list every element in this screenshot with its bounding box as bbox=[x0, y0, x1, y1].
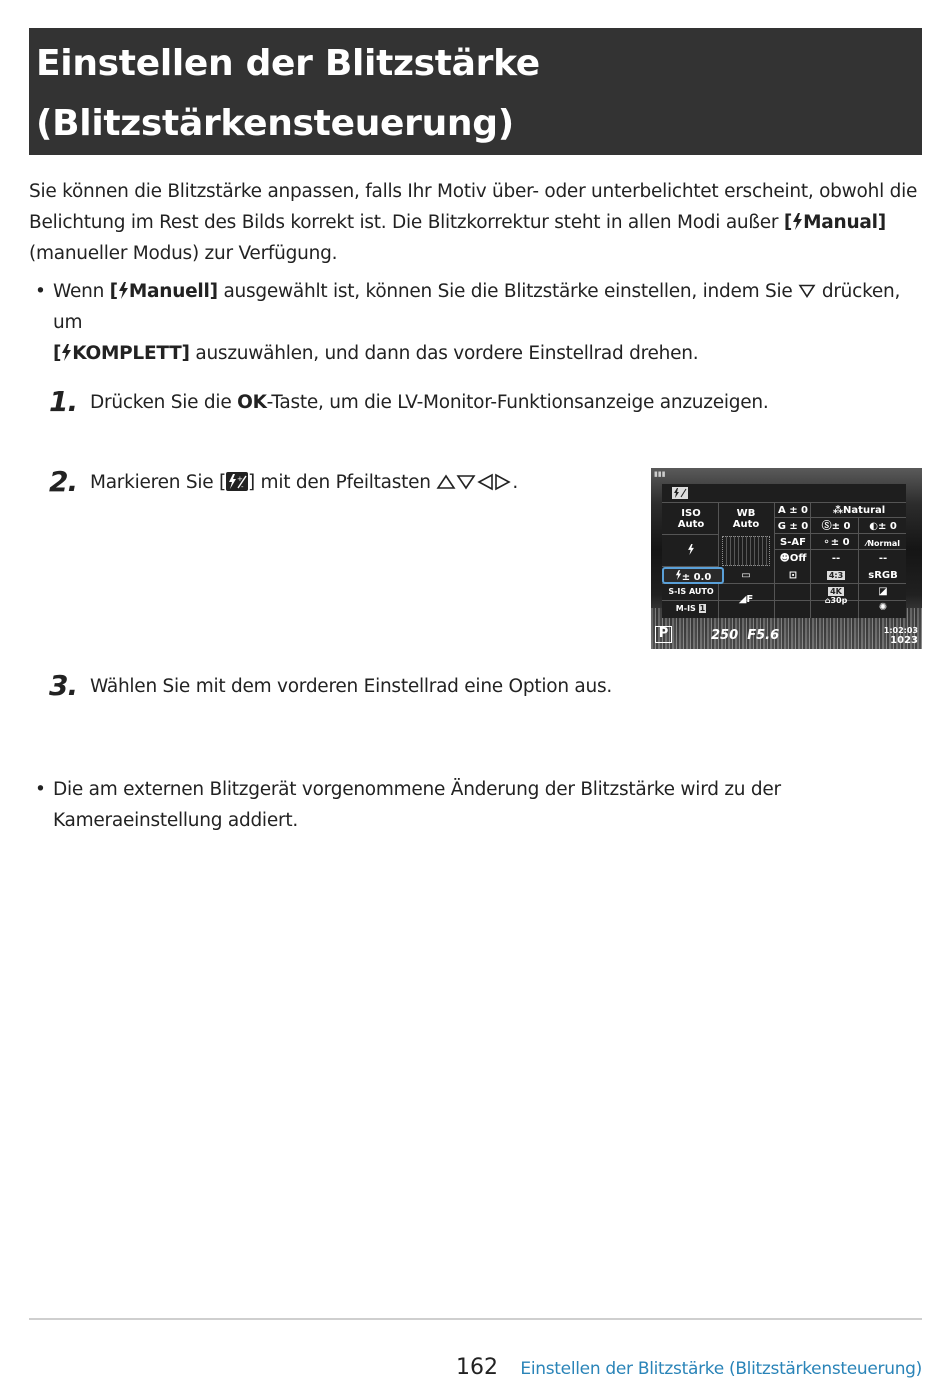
arrow-down-outline-icon bbox=[798, 284, 816, 298]
battery-icon: ▮▮▮ bbox=[654, 470, 666, 478]
step-text: Wählen Sie mit dem vorderen Einstellrad eine Option aus. bbox=[90, 676, 613, 697]
intro-paragraph bbox=[29, 176, 922, 269]
quality-icon: ◢ bbox=[738, 594, 747, 605]
shutter-speed: 250 bbox=[711, 628, 739, 643]
color-space-setting[interactable]: sRGB bbox=[868, 570, 898, 581]
bullet-item-2 bbox=[29, 774, 922, 836]
recording-info bbox=[884, 626, 918, 646]
step2-text-post: ] mit den Pfeiltasten bbox=[247, 472, 437, 493]
gradation-icon: ⁄ bbox=[866, 539, 868, 548]
wb-label: WB bbox=[736, 508, 756, 519]
bullet1-text-2: ausgewählt ist, können Sie die Blitzstärke einstellen, indem Sie bbox=[217, 281, 799, 302]
gradation-setting[interactable] bbox=[860, 538, 906, 549]
sharpness-setting[interactable] bbox=[814, 521, 858, 532]
arrow-left-outline-icon bbox=[476, 473, 494, 491]
page-title-line2: (Blitzstärkensteuerung) bbox=[36, 103, 514, 144]
panel-divider bbox=[774, 502, 775, 618]
bullet2-text: Die am externen Blitzgerät vorgenommene Änderung der Blitzstärke wird zu der Kameraeinstellung addiert. bbox=[53, 779, 781, 831]
bullet1-bold-manuell: Manuell bbox=[128, 281, 210, 302]
footer-chapter-link[interactable]: Einstellen der Blitzstärke (Blitzstärkensteuerung) bbox=[520, 1359, 922, 1379]
aperture-value: F5.6 bbox=[747, 628, 780, 643]
intro-text-2: (manueller Modus) zur Verfügung. bbox=[29, 243, 338, 264]
bullet1-bracket-close-2: ] bbox=[181, 343, 190, 364]
mis-label: M-IS bbox=[675, 604, 696, 613]
mis-setting[interactable] bbox=[664, 603, 718, 614]
shooting-mode-badge: P bbox=[655, 626, 672, 643]
flash-compensation-number: ± 0.0 bbox=[681, 572, 712, 583]
step-number: 2. bbox=[49, 465, 78, 498]
arrow-up-outline-icon bbox=[436, 474, 456, 490]
face-priority-setting[interactable] bbox=[776, 553, 810, 564]
face-priority-value: Off bbox=[789, 553, 807, 564]
panel-divider bbox=[718, 502, 719, 618]
step1-text-post: -Taste, um die LV-Monitor-Funktionsanzeige anzuzeigen. bbox=[266, 392, 769, 413]
drive-mode-setting[interactable] bbox=[722, 570, 770, 581]
flash-compensation-icon bbox=[226, 472, 248, 491]
panel-divider bbox=[810, 502, 811, 618]
contrast-value: ± 0 bbox=[877, 521, 897, 532]
saturation-value: ± 0 bbox=[830, 537, 850, 548]
metering-setting[interactable] bbox=[776, 570, 810, 581]
step-number: 1. bbox=[49, 385, 78, 418]
flash-compensation-value bbox=[664, 570, 722, 583]
iso-label: ISO bbox=[681, 508, 701, 519]
single-frame-icon: ▭ bbox=[741, 570, 751, 581]
page-title-bar bbox=[29, 28, 922, 155]
panel-divider bbox=[774, 549, 906, 550]
sharpness-icon: Ⓢ bbox=[821, 521, 832, 532]
panel-divider bbox=[774, 517, 906, 518]
time-remaining: 1:02:03 bbox=[883, 626, 918, 635]
gradation-value: Normal bbox=[867, 539, 900, 548]
face-icon: ☻ bbox=[779, 553, 790, 564]
brightness-icon[interactable]: ✺ bbox=[878, 602, 888, 613]
picture-mode-setting[interactable] bbox=[812, 505, 906, 516]
bullet-item-1 bbox=[29, 276, 922, 369]
arrow-right-outline-icon bbox=[494, 473, 512, 491]
video-fps: 30p bbox=[830, 596, 848, 605]
panel-divider bbox=[662, 534, 718, 535]
flash-icon bbox=[61, 344, 72, 361]
footer-divider bbox=[29, 1318, 922, 1320]
contrast-setting[interactable] bbox=[860, 521, 906, 532]
bullet-dot-icon: • bbox=[35, 281, 46, 302]
aspect-setting[interactable] bbox=[814, 570, 858, 581]
saturation-icon: ⚬ bbox=[822, 537, 831, 548]
video-icon: ⌂ bbox=[824, 596, 831, 605]
step-text bbox=[90, 391, 768, 415]
empty-setting-1[interactable]: -- bbox=[831, 553, 841, 564]
wb-g-correction[interactable]: G ± 0 bbox=[777, 521, 809, 532]
bullet-dot-icon: • bbox=[35, 779, 46, 800]
empty-setting-2[interactable]: -- bbox=[878, 553, 888, 564]
intro-bold-manual: Manual bbox=[803, 212, 878, 233]
flash-compensation-icon bbox=[672, 487, 688, 499]
video-quality-setting[interactable] bbox=[814, 587, 858, 605]
sharpness-value: ± 0 bbox=[831, 521, 851, 532]
panel-divider bbox=[662, 502, 906, 503]
flash-icon bbox=[792, 213, 803, 230]
page-number: 162 bbox=[456, 1355, 498, 1380]
picture-mode-value: Natural bbox=[843, 505, 886, 516]
flash-icon bbox=[118, 282, 129, 299]
sis-setting[interactable]: S-IS AUTO bbox=[668, 587, 714, 596]
step-text bbox=[90, 471, 518, 495]
aspect-value: 4:3 bbox=[828, 571, 844, 580]
panel-divider bbox=[858, 517, 859, 618]
page-title bbox=[36, 34, 915, 154]
flash-compensation-cell-highlighted[interactable] bbox=[662, 567, 724, 584]
ok-button-label: OK bbox=[237, 392, 267, 413]
bullet1-bracket-open-1: [ bbox=[109, 281, 118, 302]
arrow-down-outline-icon bbox=[456, 474, 476, 490]
bullet1-text-1: Wenn bbox=[53, 281, 110, 302]
intro-text-1: Sie können die Blitzstärke anpassen, falls Ihr Motiv über- oder unterbelichtet erscheint, obwohl die Belichtung im Rest des Bilds korrekt ist. Die Blitzkorrektur steht in allen Modi außer bbox=[29, 181, 918, 233]
iso-value: Auto bbox=[677, 519, 705, 530]
bullet1-bracket-open-2: [ bbox=[53, 343, 62, 364]
shots-remaining: 1023 bbox=[890, 635, 918, 646]
af-area-grid[interactable] bbox=[722, 536, 770, 566]
bullet1-text-4: auszuwählen, und dann das vordere Einstellrad drehen. bbox=[189, 343, 699, 364]
flash-mode-setting[interactable] bbox=[666, 544, 716, 557]
super-control-panel bbox=[662, 484, 906, 618]
intro-bracket-open: [ bbox=[783, 212, 793, 233]
svg-text:+: + bbox=[236, 475, 243, 483]
panel-divider bbox=[774, 533, 906, 534]
af-mode[interactable]: S-AF bbox=[780, 537, 806, 548]
step2-text-end: . bbox=[512, 472, 519, 493]
panel-divider bbox=[662, 600, 906, 601]
quality-value: F bbox=[746, 594, 754, 605]
wb-a-correction[interactable]: A ± 0 bbox=[777, 505, 809, 516]
bullet1-bold-komplett: KOMPLETT bbox=[72, 343, 182, 364]
metering-icon: ⊡ bbox=[788, 570, 798, 581]
bullet1-bracket-close-1: ] bbox=[209, 281, 218, 302]
contrast-icon: ◐ bbox=[869, 521, 878, 532]
wb-value: Auto bbox=[732, 519, 760, 530]
mis-number: 1 bbox=[699, 604, 706, 613]
flash-icon bbox=[687, 544, 695, 555]
wb-setting[interactable] bbox=[720, 508, 772, 530]
image-quality-setting[interactable] bbox=[722, 594, 770, 605]
intro-bracket-close: ] bbox=[877, 212, 886, 233]
picture-mode-icon: ⁂ bbox=[832, 505, 844, 516]
svg-text:-: - bbox=[240, 483, 244, 491]
iso-setting[interactable] bbox=[666, 508, 716, 530]
step-number: 3. bbox=[49, 669, 78, 702]
page-title-line1: Einstellen der Blitzstärke bbox=[36, 43, 540, 84]
camera-monitor-screenshot bbox=[651, 468, 922, 649]
bullet1-text-3: drücken, um bbox=[53, 281, 901, 333]
exposure-readout bbox=[711, 628, 779, 643]
video-resolution: 4K bbox=[830, 587, 842, 596]
saturation-setting[interactable] bbox=[814, 537, 858, 548]
flash-icon bbox=[675, 570, 682, 580]
step2-text-pre: Markieren Sie [ bbox=[90, 472, 226, 493]
step1-text-pre: Drücken Sie die bbox=[90, 392, 238, 413]
exposure-compensation-icon[interactable]: ◪ bbox=[878, 586, 888, 597]
